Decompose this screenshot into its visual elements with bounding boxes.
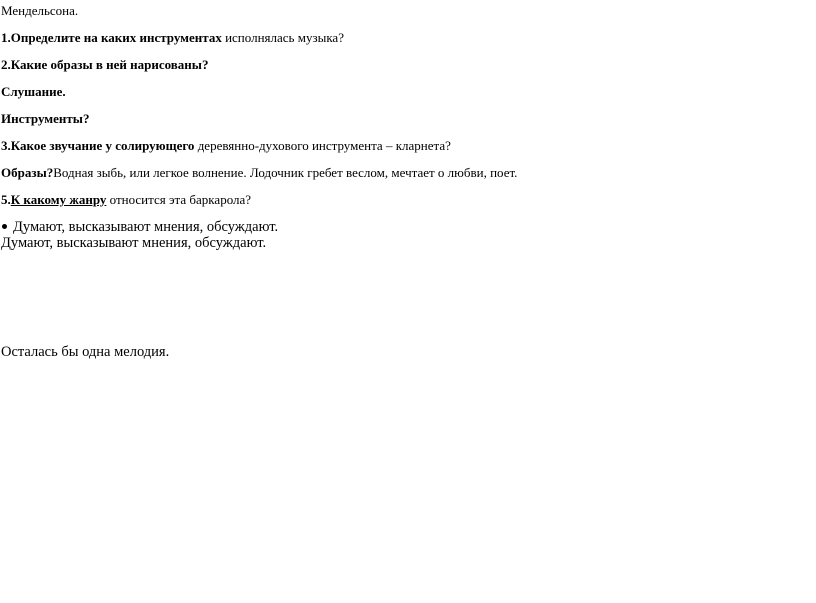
question-2-bold: Какие образы в ней нарисованы? bbox=[10, 57, 209, 72]
question-1-bold: Определите на каких инструментах bbox=[10, 30, 222, 45]
question-5-bold: К какому жанру bbox=[10, 192, 107, 207]
question-3-number: 3. bbox=[1, 138, 11, 153]
bullet-icon bbox=[2, 224, 7, 229]
listening-text: Слушание. bbox=[1, 84, 66, 99]
listening-heading bbox=[1, 84, 66, 100]
melody-text: Осталась бы одна мелодия. bbox=[1, 344, 170, 360]
question-1 bbox=[1, 30, 344, 46]
question-5-rest: относится эта баркарола? bbox=[106, 192, 252, 207]
melody-line bbox=[1, 344, 169, 361]
question-5-number: 5. bbox=[1, 192, 11, 207]
instruments-heading bbox=[1, 111, 89, 127]
question-3-bold: Какое звучание у солирующего bbox=[10, 138, 195, 153]
question-3-rest: деревянно-духового инструмента – кларнета? bbox=[194, 138, 451, 153]
intro-text: Мендельсона. bbox=[1, 3, 79, 18]
images-line bbox=[1, 165, 517, 181]
discussion-bullet-text: Думают, высказывают мнения, обсуждают. bbox=[13, 219, 279, 235]
images-bold: Образы? bbox=[1, 165, 54, 180]
images-rest: Водная зыбь, или легкое волнение. Лодочник гребет веслом, мечтает о любви, поет. bbox=[53, 165, 518, 180]
question-2 bbox=[1, 57, 208, 73]
instruments-text: Инструменты? bbox=[1, 111, 90, 126]
question-3 bbox=[1, 138, 451, 154]
question-1-number: 1. bbox=[1, 30, 11, 45]
intro-line bbox=[1, 3, 78, 19]
question-2-number: 2. bbox=[1, 57, 11, 72]
question-5 bbox=[1, 192, 251, 208]
question-1-rest: исполнялась музыка? bbox=[221, 30, 344, 45]
discussion-text: Думают, высказывают мнения, обсуждают. bbox=[1, 235, 267, 251]
discussion-bullet-line bbox=[1, 219, 278, 236]
discussion-line bbox=[1, 235, 266, 252]
